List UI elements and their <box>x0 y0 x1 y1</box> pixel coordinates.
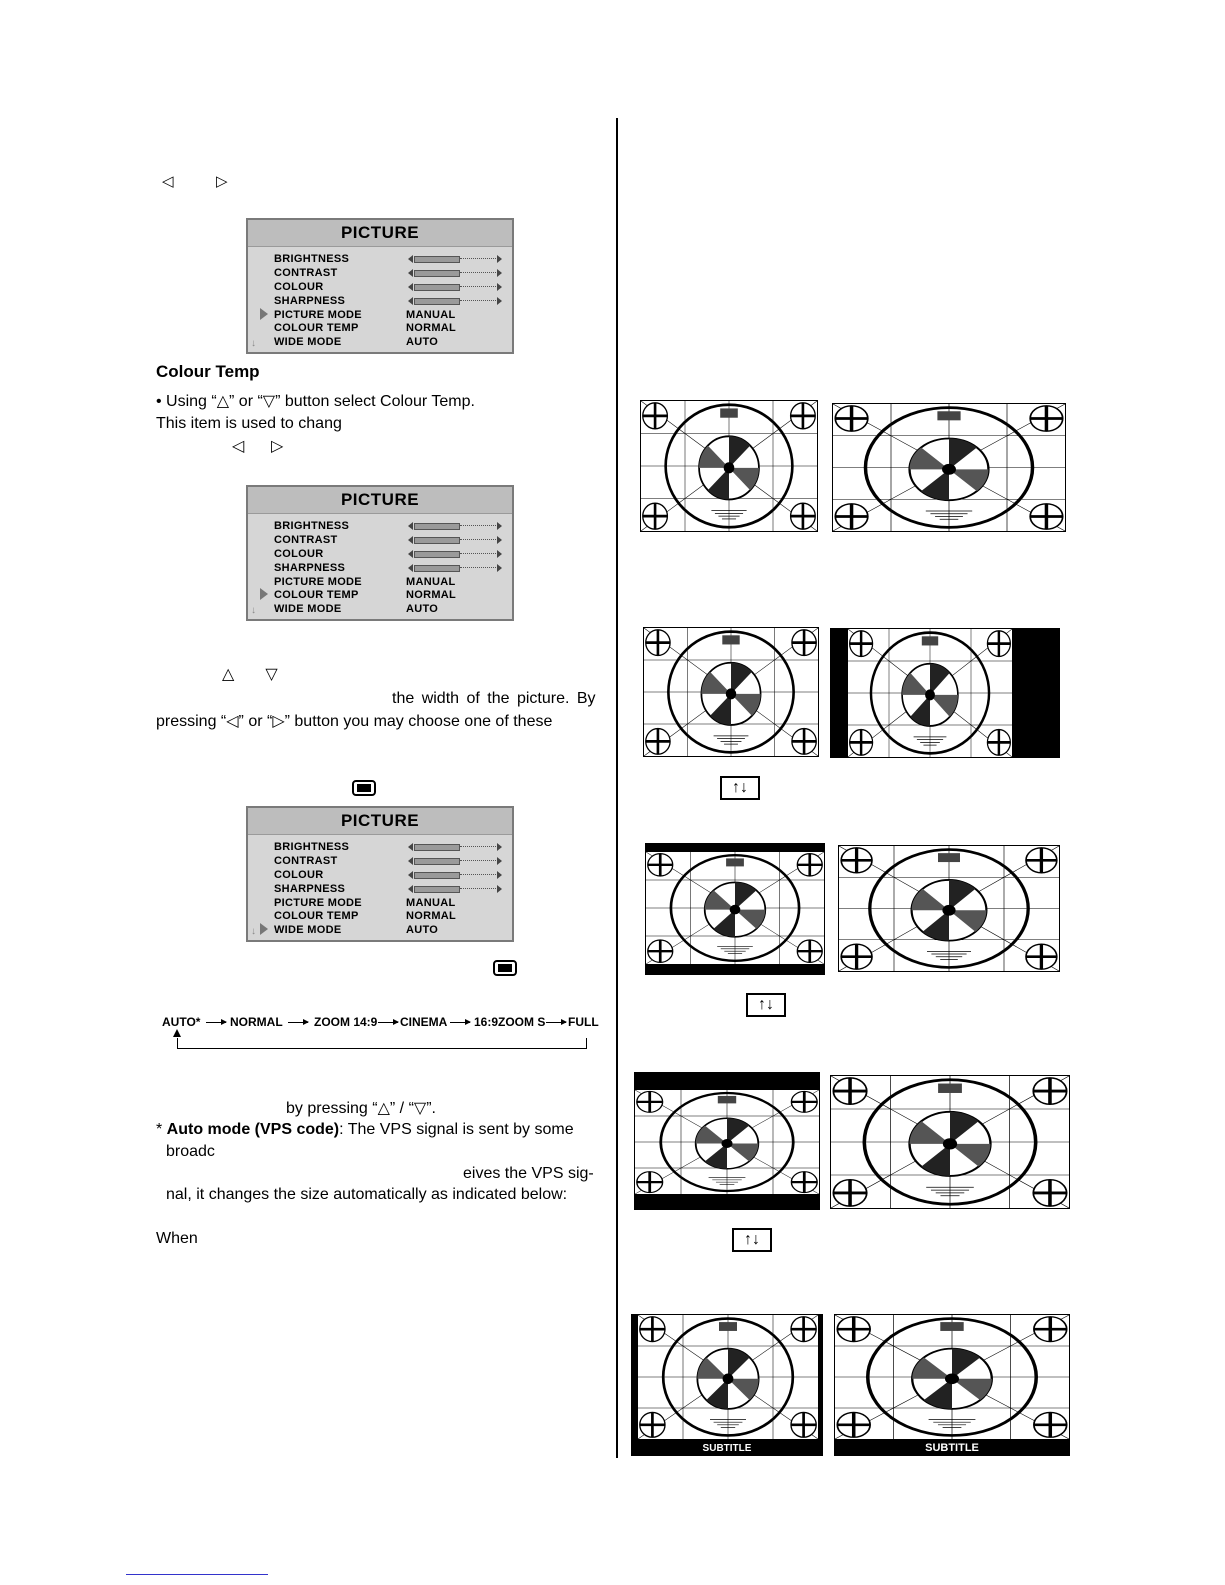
broadc-text: broadc <box>166 1143 215 1160</box>
menu-pointer-icon <box>260 588 268 600</box>
colour-temp-arrows: ◁ ▷ <box>232 438 284 455</box>
menu-item-colour-temp: COLOUR TEMP <box>274 322 359 334</box>
contrast-slider <box>408 269 502 277</box>
flow-16-9-zoom: 16:9ZOOM S <box>474 1015 546 1029</box>
menu-item-sharpness: SHARPNESS <box>274 295 346 307</box>
scroll-down-icon: ↓ <box>251 926 256 937</box>
auto-mode-bold: Auto mode (VPS code) <box>166 1121 340 1138</box>
menu-item-colour: COLOUR <box>274 281 324 293</box>
subtitle-label: SUBTITLE <box>702 1443 752 1454</box>
sharpness-slider <box>408 564 502 572</box>
wide-mode-value: AUTO <box>406 924 439 936</box>
flow-zoom-14-9: ZOOM 14:9 <box>314 1015 378 1029</box>
auto-mode-rest: : The VPS signal is sent by some <box>339 1121 574 1138</box>
nal-text: nal, it changes the size automatically as indicated below: <box>166 1186 568 1203</box>
menu-title: PICTURE <box>248 220 512 247</box>
test-card-wide <box>832 403 1066 532</box>
menu-item-contrast: CONTRAST <box>274 267 338 279</box>
wide-mode-value: AUTO <box>406 603 439 615</box>
picture-menu-2 <box>246 485 514 621</box>
left-arrow-glyph: ◁ <box>162 173 174 190</box>
footer-link-underline <box>126 1574 268 1575</box>
column-divider <box>616 118 618 1458</box>
flow-arrow-icon <box>450 1022 470 1023</box>
menu-item-sharpness: SHARPNESS <box>274 883 346 895</box>
wide-mode-arrows: △ ▽ <box>222 666 278 683</box>
flow-full: FULL <box>568 1015 599 1029</box>
picture-menu-3 <box>246 806 514 942</box>
menu-item-wide-mode: WIDE MODE <box>274 603 342 615</box>
menu-item-brightness: BRIGHTNESS <box>274 253 350 265</box>
colour-temp-value: NORMAL <box>406 589 457 601</box>
test-card-subtitle <box>631 1314 823 1456</box>
flow-arrow-icon <box>378 1022 398 1023</box>
flow-normal: NORMAL <box>230 1015 283 1029</box>
colour-temp-line2: This item is used to chang <box>156 415 342 432</box>
colour-temp-line1: • Using “△” or “▽” button select Colour Temp. <box>156 393 475 410</box>
menu-pointer-icon <box>260 923 268 935</box>
menu-item-colour: COLOUR <box>274 869 324 881</box>
menu-item-picture-mode: PICTURE MODE <box>274 897 362 909</box>
flow-loop-line <box>177 1038 587 1049</box>
right-arrow-glyph: ▷ <box>216 173 228 190</box>
test-card-normal-2 <box>643 627 819 757</box>
up-down-button-icon: ↑↓ <box>732 1228 772 1252</box>
menu-title: PICTURE <box>248 487 512 514</box>
colour-slider <box>408 550 502 558</box>
menu-item-wide-mode: WIDE MODE <box>274 924 342 936</box>
when-text: When <box>156 1230 198 1247</box>
wide-button-icon <box>352 780 376 796</box>
colour-temp-value: NORMAL <box>406 910 457 922</box>
colour-slider <box>408 283 502 291</box>
menu-title: PICTURE <box>248 808 512 835</box>
menu-pointer-icon <box>260 308 268 320</box>
picture-mode-value: MANUAL <box>406 576 456 588</box>
up-down-button-icon: ↑↓ <box>746 993 786 1017</box>
flow-auto: AUTO* <box>162 1015 201 1029</box>
flow-loop-arrow-icon <box>173 1029 181 1037</box>
menu-item-brightness: BRIGHTNESS <box>274 520 350 532</box>
menu-item-picture-mode: PICTURE MODE <box>274 309 362 321</box>
pressing-text: by pressing “△” / “▽”. <box>286 1100 436 1117</box>
menu-item-colour-temp: COLOUR TEMP <box>274 589 359 601</box>
menu-item-contrast: CONTRAST <box>274 534 338 546</box>
colour-slider <box>408 871 502 879</box>
wide-mode-value: AUTO <box>406 336 439 348</box>
menu-item-colour-temp: COLOUR TEMP <box>274 910 359 922</box>
wide-mode-line2: pressing “◁” or “▷” button you may choose one of these <box>156 713 553 730</box>
sharpness-slider <box>408 297 502 305</box>
brightness-slider <box>408 843 502 851</box>
auto-mode-line: * Auto mode (VPS code): The VPS signal is sent by some <box>156 1121 574 1138</box>
sharpness-slider <box>408 885 502 893</box>
menu-item-sharpness: SHARPNESS <box>274 562 346 574</box>
contrast-slider <box>408 536 502 544</box>
brightness-slider <box>408 522 502 530</box>
flow-arrow-icon <box>288 1022 308 1023</box>
test-card-normal <box>640 400 818 532</box>
scroll-down-icon: ↓ <box>251 605 256 616</box>
picture-mode-value: MANUAL <box>406 897 456 909</box>
test-card-cinema <box>634 1072 820 1210</box>
picture-mode-value: MANUAL <box>406 309 456 321</box>
wide-mode-line1: the width of the picture. By <box>392 690 596 707</box>
contrast-slider <box>408 857 502 865</box>
menu-item-colour: COLOUR <box>274 548 324 560</box>
flow-arrow-icon <box>546 1022 566 1023</box>
scroll-down-icon: ↓ <box>251 338 256 349</box>
test-card-subtitle-wide <box>834 1314 1070 1456</box>
brightness-slider <box>408 255 502 263</box>
subtitle-label: SUBTITLE <box>925 1442 979 1454</box>
menu-item-contrast: CONTRAST <box>274 855 338 867</box>
picture-menu-1 <box>246 218 514 354</box>
test-card-letterbox <box>645 843 825 975</box>
colour-temp-heading: Colour Temp <box>156 362 260 381</box>
test-card-zoom <box>838 845 1060 972</box>
test-card-pillarbox <box>830 628 1060 758</box>
eives-text: eives the VPS sig- <box>463 1165 594 1182</box>
flow-arrow-icon <box>206 1022 226 1023</box>
menu-item-picture-mode: PICTURE MODE <box>274 576 362 588</box>
menu-item-brightness: BRIGHTNESS <box>274 841 350 853</box>
menu-item-wide-mode: WIDE MODE <box>274 336 342 348</box>
flow-cinema: CINEMA <box>400 1015 448 1029</box>
up-down-button-icon: ↑↓ <box>720 776 760 800</box>
colour-temp-value: NORMAL <box>406 322 457 334</box>
wide-button-icon <box>493 960 517 976</box>
test-card-cinema-wide <box>830 1075 1070 1209</box>
